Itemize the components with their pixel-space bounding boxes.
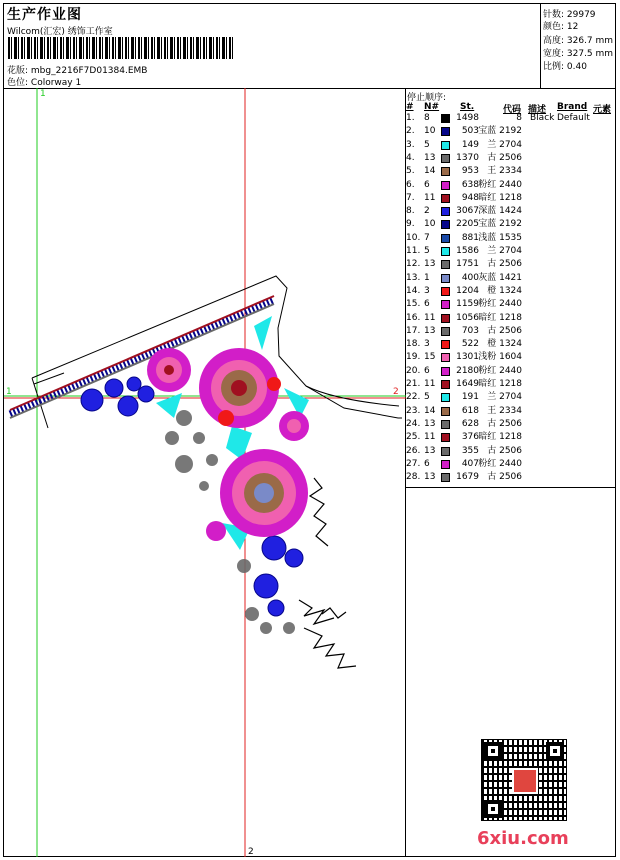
col-header-stitches: St.: [460, 102, 475, 112]
row-code: 浅蓝 1535: [478, 232, 522, 243]
row-needle: 8: [424, 113, 430, 123]
row-needle: 13: [424, 152, 436, 163]
col-header-element: 元素: [593, 105, 612, 115]
row-number: 16.: [406, 312, 421, 323]
table-row: [406, 232, 616, 245]
row-stitches: 407: [461, 458, 479, 469]
color-swatch: [441, 287, 450, 296]
row-stitches: 1679: [456, 472, 479, 483]
axis-label-left: 1: [6, 387, 12, 397]
color-swatch: [441, 234, 450, 243]
table-row: [406, 325, 616, 338]
color-swatch: [441, 380, 450, 389]
colorway-label: 色位:: [7, 78, 31, 88]
color-swatch: [441, 167, 450, 176]
color-swatch: [441, 141, 450, 150]
axis-label-right: 2: [393, 387, 399, 397]
color-swatch: [441, 274, 450, 283]
row-stitches: 522: [461, 339, 479, 350]
row-desc: Black: [530, 113, 555, 123]
table-row: [406, 165, 616, 178]
row-number: 21.: [406, 379, 421, 389]
row-stitches: 2180: [456, 365, 479, 376]
color-swatch: [441, 327, 450, 336]
row-code: 粉红 2440: [478, 179, 522, 190]
row-needle: 5: [424, 246, 430, 256]
color-swatch: [441, 420, 450, 429]
colorway: [7, 75, 81, 88]
color-swatch: [441, 181, 450, 190]
table-row: [406, 272, 616, 285]
color-swatch: [441, 353, 450, 362]
row-code: 古 2506: [487, 472, 522, 483]
row-code: 深蓝 1424: [478, 206, 522, 217]
row-stitches: 703: [461, 325, 479, 336]
table-row: [406, 245, 616, 258]
row-number: 14.: [406, 285, 421, 296]
row-needle: 3: [424, 339, 430, 350]
color-swatch: [441, 247, 450, 256]
row-code: 暗红 1218: [478, 312, 522, 323]
color-swatch: [441, 127, 450, 136]
flower-top: [199, 348, 279, 428]
row-code: 粉红 2440: [478, 365, 522, 376]
table-row: [406, 285, 616, 298]
color-swatch: [441, 367, 450, 376]
stat-colors: 颜色: 12: [543, 22, 579, 32]
stat-width: 宽度: 327.5 mm: [543, 49, 614, 59]
row-code: 浅粉 1604: [478, 352, 522, 363]
barcode: [8, 37, 233, 59]
col-header-desc: 描述: [528, 105, 547, 115]
row-stitches: 1370: [456, 152, 479, 163]
row-needle: 2: [424, 206, 430, 217]
row-stitches: 1204: [456, 285, 479, 296]
row-code: 暗红 1218: [478, 379, 522, 389]
table-row: [406, 391, 616, 404]
stat-stitches: 针数: 29979: [543, 10, 596, 20]
company-name: Wilcom(汇宏) 绣饰工作室: [7, 27, 113, 37]
color-swatch: [441, 314, 450, 323]
row-needle: 5: [424, 139, 430, 150]
row-number: 17.: [406, 325, 421, 336]
row-brand: Default: [557, 113, 590, 123]
row-code: 粉红 2440: [478, 299, 522, 310]
color-swatch: [441, 154, 450, 163]
row-number: 7.: [406, 192, 415, 203]
row-code: 宝蓝 2192: [478, 126, 522, 137]
table-row: [406, 312, 616, 325]
row-code: 古 2506: [487, 325, 522, 336]
row-number: 28.: [406, 472, 421, 483]
row-number: 2.: [406, 126, 415, 137]
color-swatch: [441, 114, 450, 123]
row-needle: 10: [424, 126, 436, 137]
row-stitches: 149: [461, 139, 479, 150]
color-swatch: [441, 300, 450, 309]
col-header-code: 代码: [503, 105, 522, 115]
row-stitches: 948: [461, 192, 479, 203]
row-code: 宝蓝 2192: [478, 219, 522, 230]
table-row: [406, 471, 616, 484]
row-number: 27.: [406, 458, 421, 469]
col-header-needle: N#: [424, 102, 440, 112]
row-needle: 13: [424, 418, 436, 429]
row-number: 20.: [406, 365, 421, 376]
row-stitches: 1056: [456, 312, 479, 323]
col-header-num: #: [406, 102, 414, 112]
color-swatch: [441, 260, 450, 269]
row-stitches: 628: [461, 418, 479, 429]
color-swatch: [441, 460, 450, 469]
row-needle: 11: [424, 192, 436, 203]
row-code: 古 2506: [487, 152, 522, 163]
row-number: 19.: [406, 352, 421, 363]
row-needle: 13: [424, 472, 436, 483]
row-number: 1.: [406, 113, 415, 123]
row-code: 橙 1324: [487, 285, 522, 296]
row-code: 粉红 2440: [478, 458, 522, 469]
row-needle: 13: [424, 259, 436, 270]
row-needle: 13: [424, 445, 436, 456]
color-swatch: [441, 447, 450, 456]
table-row: [406, 431, 616, 444]
row-needle: 6: [424, 299, 430, 310]
row-needle: 15: [424, 352, 436, 363]
axis-label-top: 1: [40, 89, 46, 99]
color-swatch: [441, 433, 450, 442]
color-swatch: [441, 340, 450, 349]
table-row: [406, 351, 616, 364]
flower-small: [279, 411, 309, 441]
row-number: 5.: [406, 166, 415, 177]
row-number: 8.: [406, 206, 415, 217]
row-number: 4.: [406, 152, 415, 163]
row-number: 23.: [406, 405, 421, 416]
row-number: 12.: [406, 259, 421, 270]
row-stitches: 191: [461, 392, 479, 403]
pattern-label: 花版:: [7, 66, 31, 76]
design-canvas: [4, 88, 406, 857]
row-code: 王 2334: [487, 405, 522, 416]
table-row: [406, 445, 616, 458]
table-row: [406, 218, 616, 231]
row-needle: 11: [424, 379, 436, 389]
row-stitches: 503: [461, 126, 479, 137]
row-number: 11.: [406, 246, 421, 256]
row-code: 暗红 1218: [478, 432, 522, 443]
row-stitches: 2205: [456, 219, 479, 230]
row-needle: 6: [424, 365, 430, 376]
row-stitches: 376: [461, 432, 479, 443]
color-swatch: [441, 473, 450, 482]
row-stitches: 881: [461, 232, 479, 243]
table-row: [406, 139, 616, 152]
row-stitches: 1301: [456, 352, 479, 363]
color-swatch: [441, 207, 450, 216]
table-row: [406, 192, 616, 205]
row-code: 暗红 1218: [478, 192, 522, 203]
row-code: 王 2334: [487, 166, 522, 177]
row-number: 10.: [406, 232, 421, 243]
row-number: 6.: [406, 179, 415, 190]
row-needle: 14: [424, 166, 436, 177]
row-needle: 5: [424, 392, 430, 403]
row-number: 26.: [406, 445, 421, 456]
row-needle: 1: [424, 272, 430, 283]
row-code: 兰 2704: [487, 139, 522, 150]
col-header-brand: Brand: [557, 102, 588, 112]
color-swatch: [441, 194, 450, 203]
stat-scale: 比例: 0.40: [543, 62, 587, 72]
row-stitches: 1498: [456, 113, 479, 123]
sequence-title: 停止顺序:: [407, 93, 447, 103]
row-code: 古 2506: [487, 418, 522, 429]
row-code: 8: [516, 113, 522, 123]
row-stitches: 1751: [456, 259, 479, 270]
table-row: [406, 405, 616, 418]
row-needle: 3: [424, 285, 430, 296]
row-code: 兰 2704: [487, 246, 522, 256]
row-stitches: 953: [461, 166, 479, 177]
table-row: [406, 338, 616, 351]
row-code: 灰蓝 1421: [478, 272, 522, 283]
row-stitches: 638: [461, 179, 479, 190]
row-stitches: 1649: [456, 379, 479, 389]
row-number: 9.: [406, 219, 415, 230]
color-swatch: [441, 393, 450, 402]
pattern-value: mbg_2216F7D01384.EMB: [30, 66, 148, 76]
row-needle: 13: [424, 325, 436, 336]
qr-code: [481, 739, 567, 821]
table-row: [406, 418, 616, 431]
row-needle: 11: [424, 312, 436, 323]
row-needle: 14: [424, 405, 436, 416]
table-row: [406, 365, 616, 378]
row-code: 兰 2704: [487, 392, 522, 403]
row-code: 古 2506: [487, 259, 522, 270]
row-needle: 11: [424, 432, 436, 443]
row-code: 古 2506: [487, 445, 522, 456]
row-needle: 7: [424, 232, 430, 243]
table-row: [406, 378, 616, 391]
row-stitches: 1586: [456, 246, 479, 256]
page-title: 生产作业图: [7, 7, 82, 23]
table-bottom: [405, 487, 616, 488]
watermark: 6xiu.com: [477, 828, 569, 849]
table-row: [406, 298, 616, 311]
qr-logo: [512, 768, 538, 794]
row-number: 3.: [406, 139, 415, 150]
colorway-value: Colorway 1: [30, 78, 82, 88]
table-row: [406, 258, 616, 271]
table-row: [406, 112, 616, 125]
table-row: [406, 125, 616, 138]
color-swatch: [441, 407, 450, 416]
row-number: 25.: [406, 432, 421, 443]
stat-height: 高度: 326.7 mm: [543, 36, 614, 46]
color-swatch: [441, 220, 450, 229]
row-number: 15.: [406, 299, 421, 310]
table-row: [406, 179, 616, 192]
row-number: 13.: [406, 272, 421, 283]
row-stitches: 3067: [456, 206, 479, 217]
table-row: [406, 152, 616, 165]
row-stitches: 618: [461, 405, 479, 416]
row-code: 橙 1324: [487, 339, 522, 350]
row-needle: 6: [424, 179, 430, 190]
row-number: 24.: [406, 418, 421, 429]
stats-divider: [540, 3, 541, 88]
table-row: [406, 205, 616, 218]
row-stitches: 400: [461, 272, 479, 283]
axis-label-bottom: 2: [248, 847, 254, 857]
row-number: 18.: [406, 339, 421, 350]
row-number: 22.: [406, 392, 421, 403]
row-stitches: 1159: [456, 299, 479, 310]
row-needle: 6: [424, 458, 430, 469]
row-needle: 10: [424, 219, 436, 230]
row-stitches: 355: [461, 445, 479, 456]
table-row: [406, 458, 616, 471]
flower-bottom: [220, 449, 308, 537]
flower-left: [147, 348, 191, 392]
